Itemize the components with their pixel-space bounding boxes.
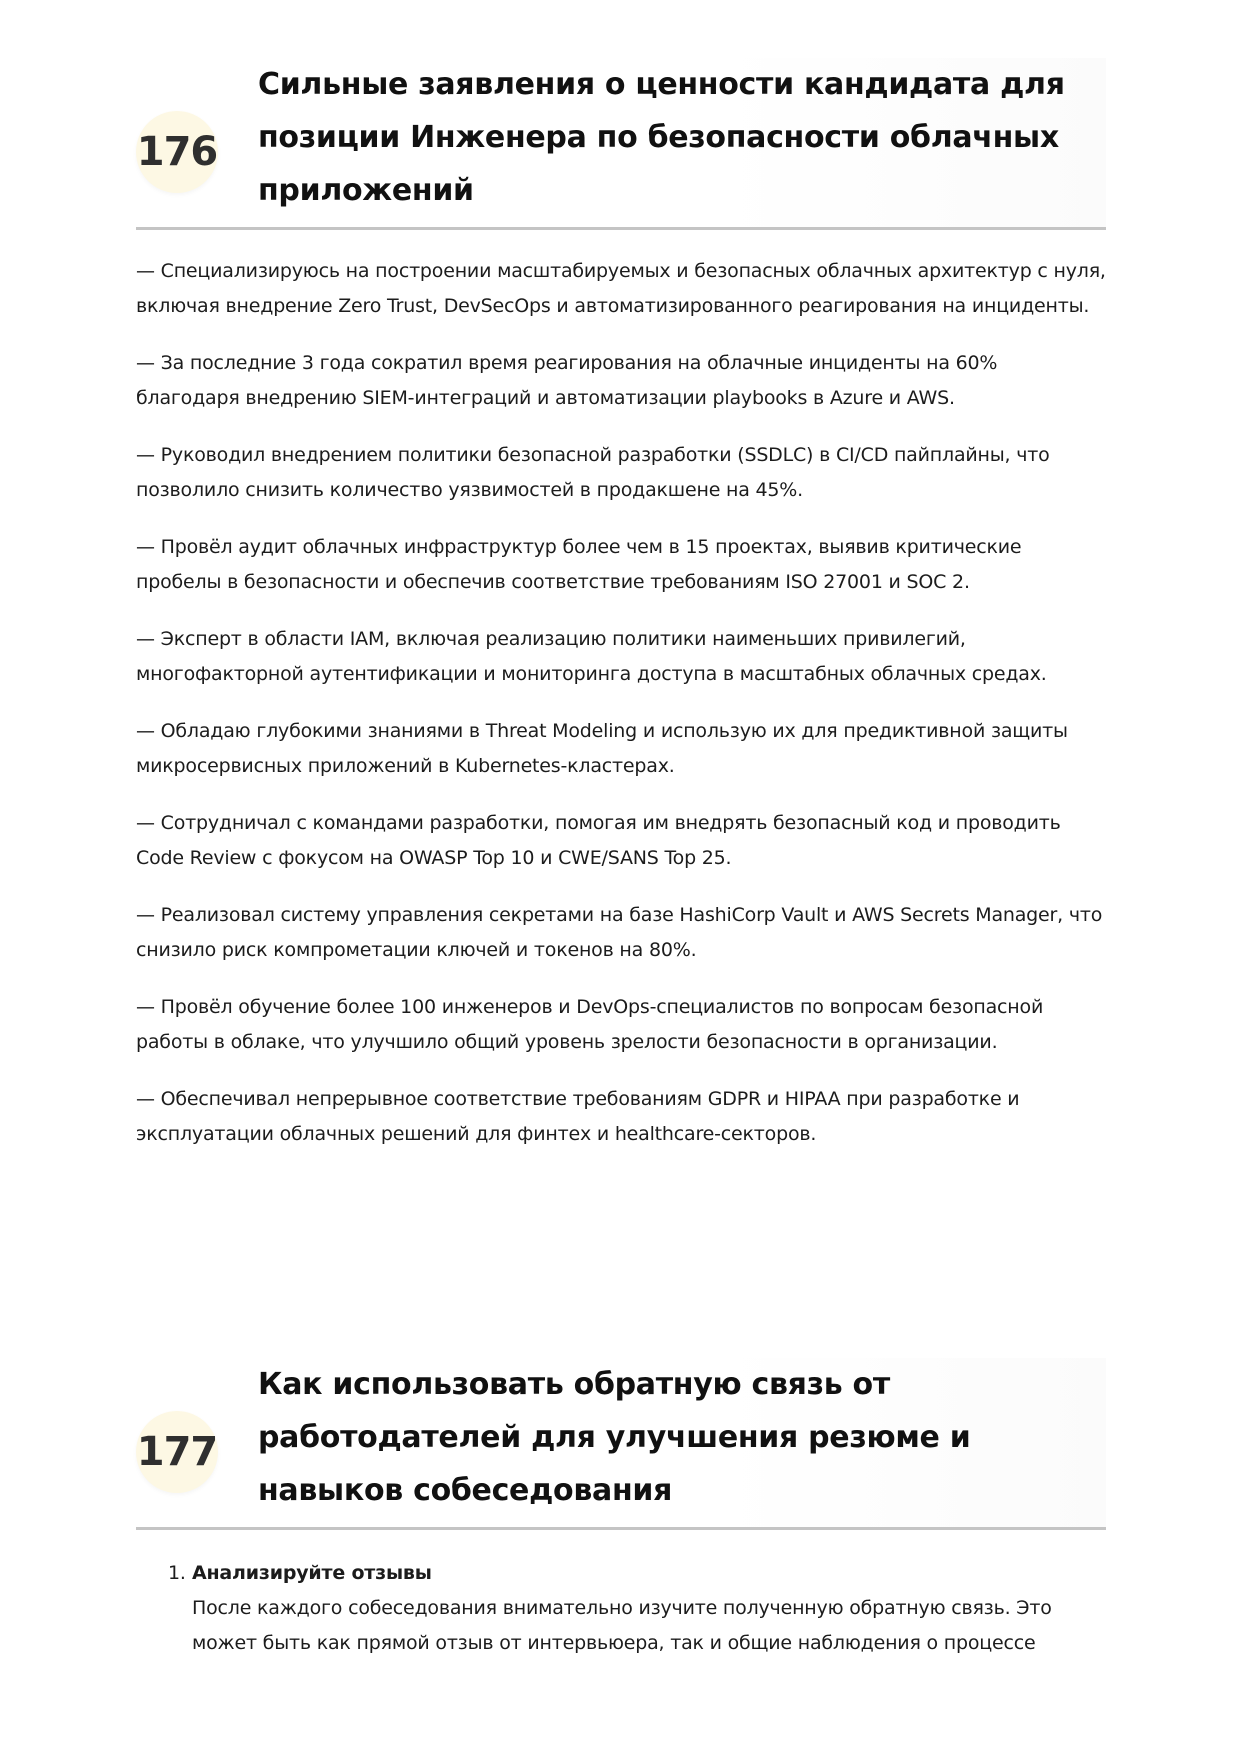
value-statement: — Сотрудничал с командами разработки, помогая им внедрять безопасный код и проводить Code Review с фокусом на OWASP Top 10 и CWE/SANS Top 25. [136,812,1061,869]
value-statement: — Специализируюсь на построении масштабируемых и безопасных облачных архитектур с нуля, включая внедрение Zero Trust, DevSecOps и автоматизированного реагирования на инциденты. [136,260,1106,317]
list-item-title: Анализируйте отзывы [192,1562,432,1584]
list-item [136,1556,1106,1661]
value-statement: — Эксперт в области IAM, включая реализацию политики наименьших привилегий, многофакторной аутентификации и мониторинга доступа в масштабных облачных средах. [136,628,1047,685]
section-title: Сильные заявления о ценности кандидата для позиции Инженера по безопасности облачных приложений [258,67,1065,208]
section-number-badge [136,1411,218,1493]
value-statement: — За последние 3 года сократил время реагирования на облачные инциденты на 60% благодаря внедрению SIEM-интеграций и автоматизации playbooks в Azure и AWS. [136,352,998,409]
section-number: 177 [136,1429,218,1475]
section-header [136,1358,1106,1530]
section-title: Как использовать обратную связь от работодателей для улучшения резюме и навыков собеседования [258,1367,971,1508]
section-number-badge [136,111,218,193]
section-176 [136,58,1106,1174]
tips-list [136,1556,1106,1661]
value-statement: — Провёл аудит облачных инфраструктур более чем в 15 проектах, выявив критические пробелы в безопасности и обеспечив соответствие требованиям ISO 27001 и SOC 2. [136,536,1022,593]
value-statement: — Руководил внедрением политики безопасной разработки (SSDLC) в CI/CD пайплайны, что позволило снизить количество уязвимостей в продакшене на 45%. [136,444,1050,501]
list-item-number: 1. [168,1562,186,1584]
list-item-body: После каждого собеседования внимательно изучите полученную обратную связь. Это может быть как прямой отзыв от интервьюера, так и общие наблюдения о процессе [192,1597,1052,1654]
section-177 [136,1358,1106,1661]
value-statement: — Обладаю глубокими знаниями в Threat Modeling и использую их для предиктивной защиты микросервисных приложений в Kubernetes-кластерах. [136,720,1068,777]
value-statement: — Провёл обучение более 100 инженеров и DevOps-специалистов по вопросам безопасной работы в облаке, что улучшило общий уровень зрелости безопасности в организации. [136,996,1044,1053]
value-statement: — Обеспечивал непрерывное соответствие требованиям GDPR и HIPAA при разработке и эксплуатации облачных решений для финтех и healthcare-секторов. [136,1088,1020,1145]
value-statements [136,254,1106,1152]
value-statement: — Реализовал систему управления секретами на базе HashiCorp Vault и AWS Secrets Manager, что снизило риск компрометации ключей и токенов на 80%. [136,904,1103,961]
section-header [136,58,1106,230]
section-number: 176 [136,129,218,175]
